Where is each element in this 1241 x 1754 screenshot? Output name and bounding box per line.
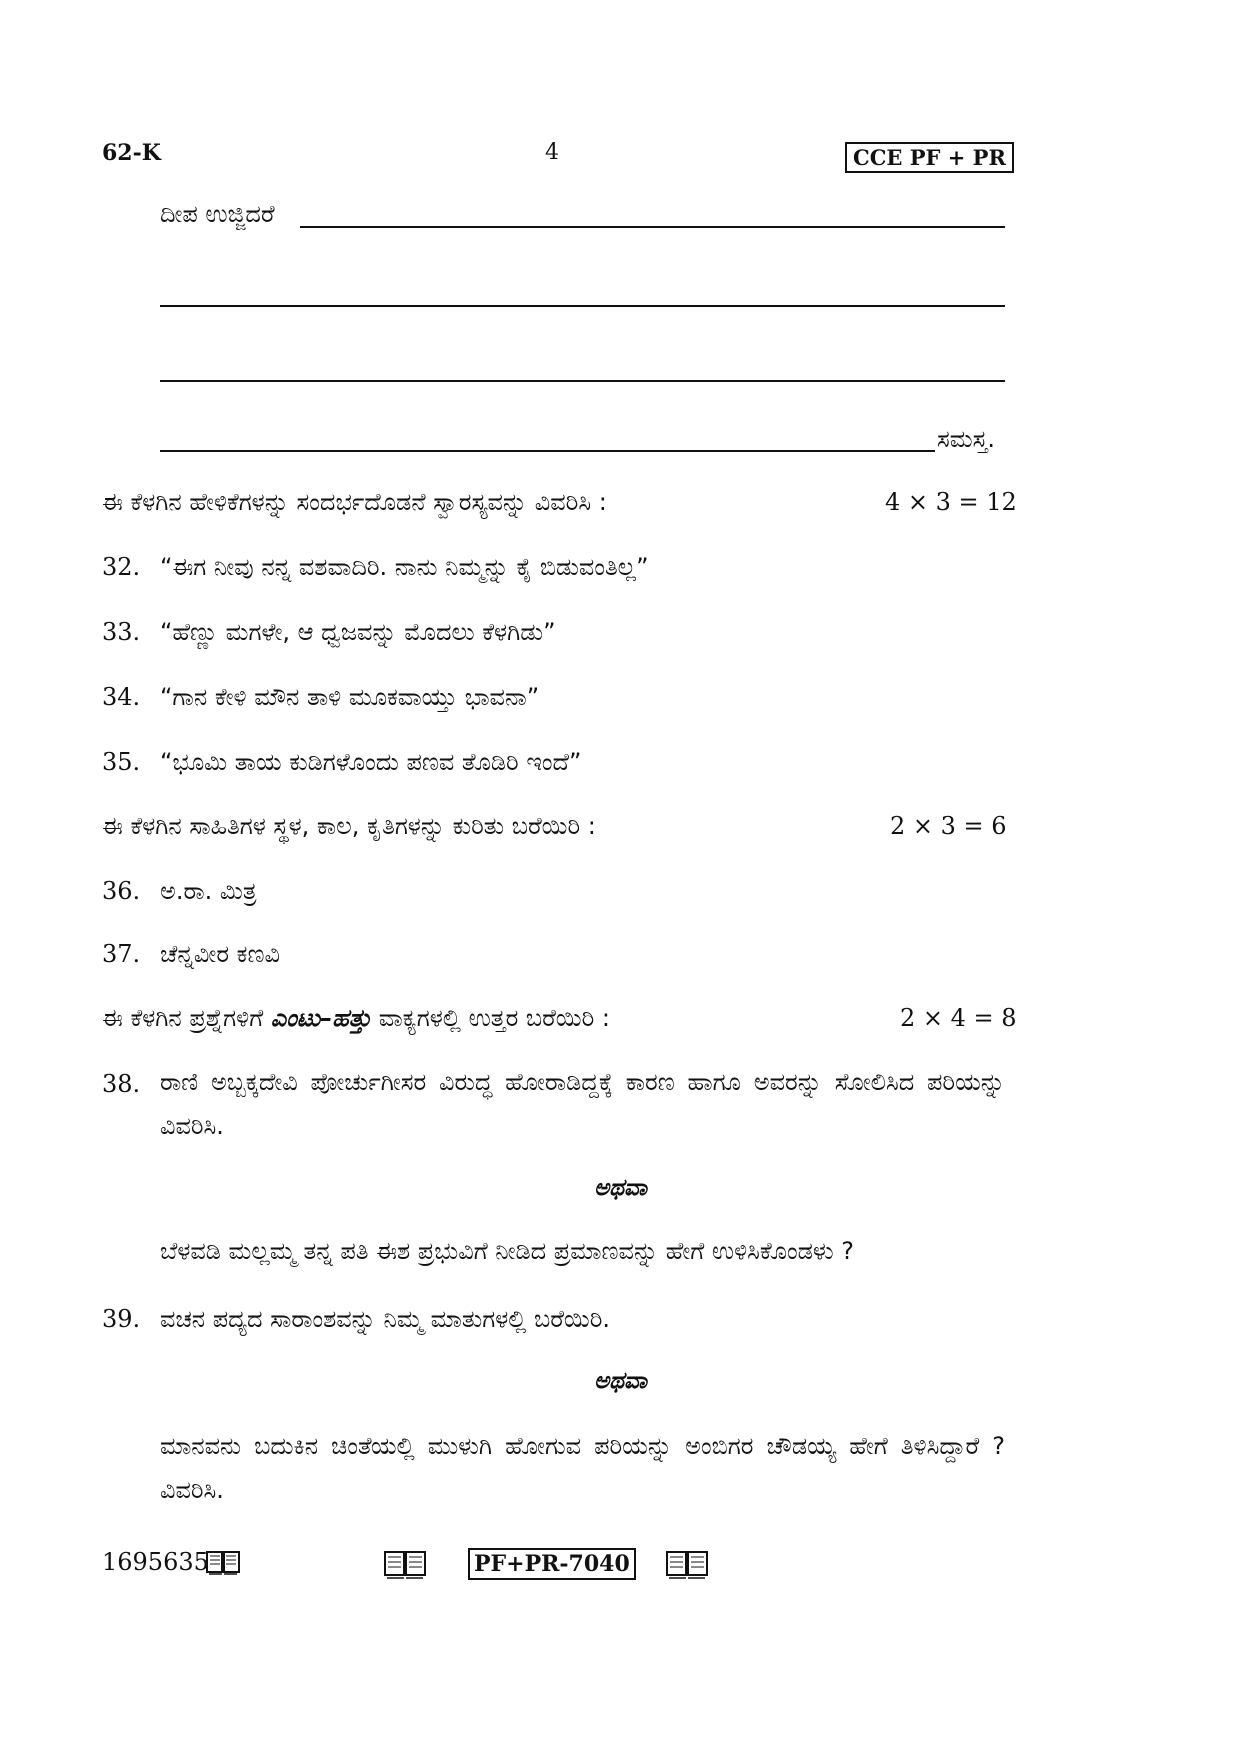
paper-code-box: PF+PR-7040: [468, 1548, 636, 1580]
open-book-icon: [383, 1548, 427, 1580]
serial-number: 1695635: [102, 1548, 209, 1576]
section-b-marks: 2 × 3 = 6: [890, 812, 1007, 840]
section-c-instruction: [102, 1004, 610, 1032]
answer-line: [160, 305, 1005, 307]
paper-code: 62-K: [102, 140, 161, 166]
alternative-question-text: ಬೆಳವಡಿ ಮಲ್ಲಮ್ಮ ತನ್ನ ಪತಿ ಈಶ ಪ್ರಭುವಿಗೆ ನೀಡಿದ ಪ್ರಮಾಣವನ್ನು ಹೇಗೆ ಉಳಿಸಿಕೊಂಡಳು ?: [160, 1237, 854, 1265]
answer-line: [160, 380, 1005, 382]
question-number: 39.: [102, 1305, 141, 1333]
section-c-marks: 2 × 4 = 8: [900, 1004, 1017, 1032]
question-number: 33.: [102, 618, 141, 646]
section-a-marks: 4 × 3 = 12: [885, 488, 1017, 516]
question-text: ಅ.ರಾ. ಮಿತ್ರ: [160, 877, 257, 905]
answer-line: [300, 226, 1005, 228]
question-number: 34.: [102, 683, 141, 711]
question-text: “ಹೆಣ್ಣು ಮಗಳೇ, ಆ ಧ್ವಜವನ್ನು ಮೊದಲು ಕೆಳಗಿಡು”: [160, 618, 556, 646]
instruction-part: ವಾಕ್ಯಗಳಲ್ಲಿ ಉತ್ತರ ಬರೆಯಿರಿ :: [371, 1004, 610, 1032]
question-text: ಚೆನ್ನವೀರ ಕಣವಿ: [160, 940, 280, 968]
page-number: 4: [545, 140, 559, 165]
instruction-emphasis: ಎಂಟು–ಹತ್ತು: [270, 1004, 372, 1032]
fill-in-lead: ದೀಪ ಉಜ್ಜಿದರೆ: [160, 200, 275, 228]
question-number: 32.: [102, 553, 141, 581]
answer-line: [160, 450, 935, 452]
open-book-icon: [205, 1548, 241, 1576]
question-text: “ಗಾನ ಕೇಳಿ ಮೌನ ತಾಳಿ ಮೂಕವಾಯ್ತು ಭಾವನಾ”: [160, 683, 540, 711]
section-a-instruction: ಈ ಕೆಳಗಿನ ಹೇಳಿಕೆಗಳನ್ನು ಸಂದರ್ಭದೊಡನೆ ಸ್ವಾರಸ್ಯವನ್ನು ವಿವರಿಸಿ :: [102, 488, 607, 516]
fill-in-end: ಸಮಸ್ತ.: [937, 425, 995, 453]
question-text: ವಚನ ಪದ್ಯದ ಸಾರಾಂಶವನ್ನು ನಿಮ್ಮ ಮಾತುಗಳಲ್ಲಿ ಬರೆಯಿರಿ.: [160, 1305, 611, 1333]
or-label: ಅಥವಾ: [594, 1368, 647, 1394]
instruction-part: ಈ ಕೆಳಗಿನ ಪ್ರಶ್ನೆಗಳಿಗೆ: [102, 1004, 271, 1032]
question-number: 37.: [102, 940, 141, 968]
question-text: ರಾಣಿ ಅಬ್ಬಕ್ಕದೇವಿ ಪೋರ್ಚುಗೀಸರ ವಿರುದ್ಧ ಹೋರಾಡಿದ್ದಕ್ಕೆ ಕಾರಣ ಹಾಗೂ ಅವರನ್ನು ಸೋಲಿಸಿದ ಪರಿಯನ್ನು ವಿವರಿಸಿ.: [160, 1068, 1005, 1140]
question-text: “ಭೂಮಿ ತಾಯ ಕುಡಿಗಳೊಂದು ಪಣವ ತೊಡಿರಿ ಇಂದೆ”: [160, 748, 582, 776]
or-label: ಅಥವಾ: [594, 1175, 647, 1201]
question-number: 38.: [102, 1070, 141, 1098]
open-book-icon: [665, 1548, 709, 1580]
alternative-question-text: ಮಾನವನು ಬದುಕಿನ ಚಿಂತೆಯಲ್ಲಿ ಮುಳುಗಿ ಹೋಗುವ ಪರಿಯನ್ನು ಅಂಬಿಗರ ಚೌಡಯ್ಯ ಹೇಗೆ ತಿಳಿಸಿದ್ದಾರೆ ? ವಿವರಿಸಿ.: [160, 1432, 1005, 1504]
question-number: 36.: [102, 877, 141, 905]
question-number: 35.: [102, 748, 141, 776]
question-text: “ಈಗ ನೀವು ನನ್ನ ವಶವಾದಿರಿ. ನಾನು ನಿಮ್ಮನ್ನು ಕೈ ಬಿಡುವಂತಿಲ್ಲ”: [160, 553, 649, 581]
section-b-instruction: ಈ ಕೆಳಗಿನ ಸಾಹಿತಿಗಳ ಸ್ಥಳ, ಕಾಲ, ಕೃತಿಗಳನ್ನು ಕುರಿತು ಬರೆಯಿರಿ :: [102, 812, 596, 840]
exam-type-box: CCE PF + PR: [845, 142, 1014, 173]
